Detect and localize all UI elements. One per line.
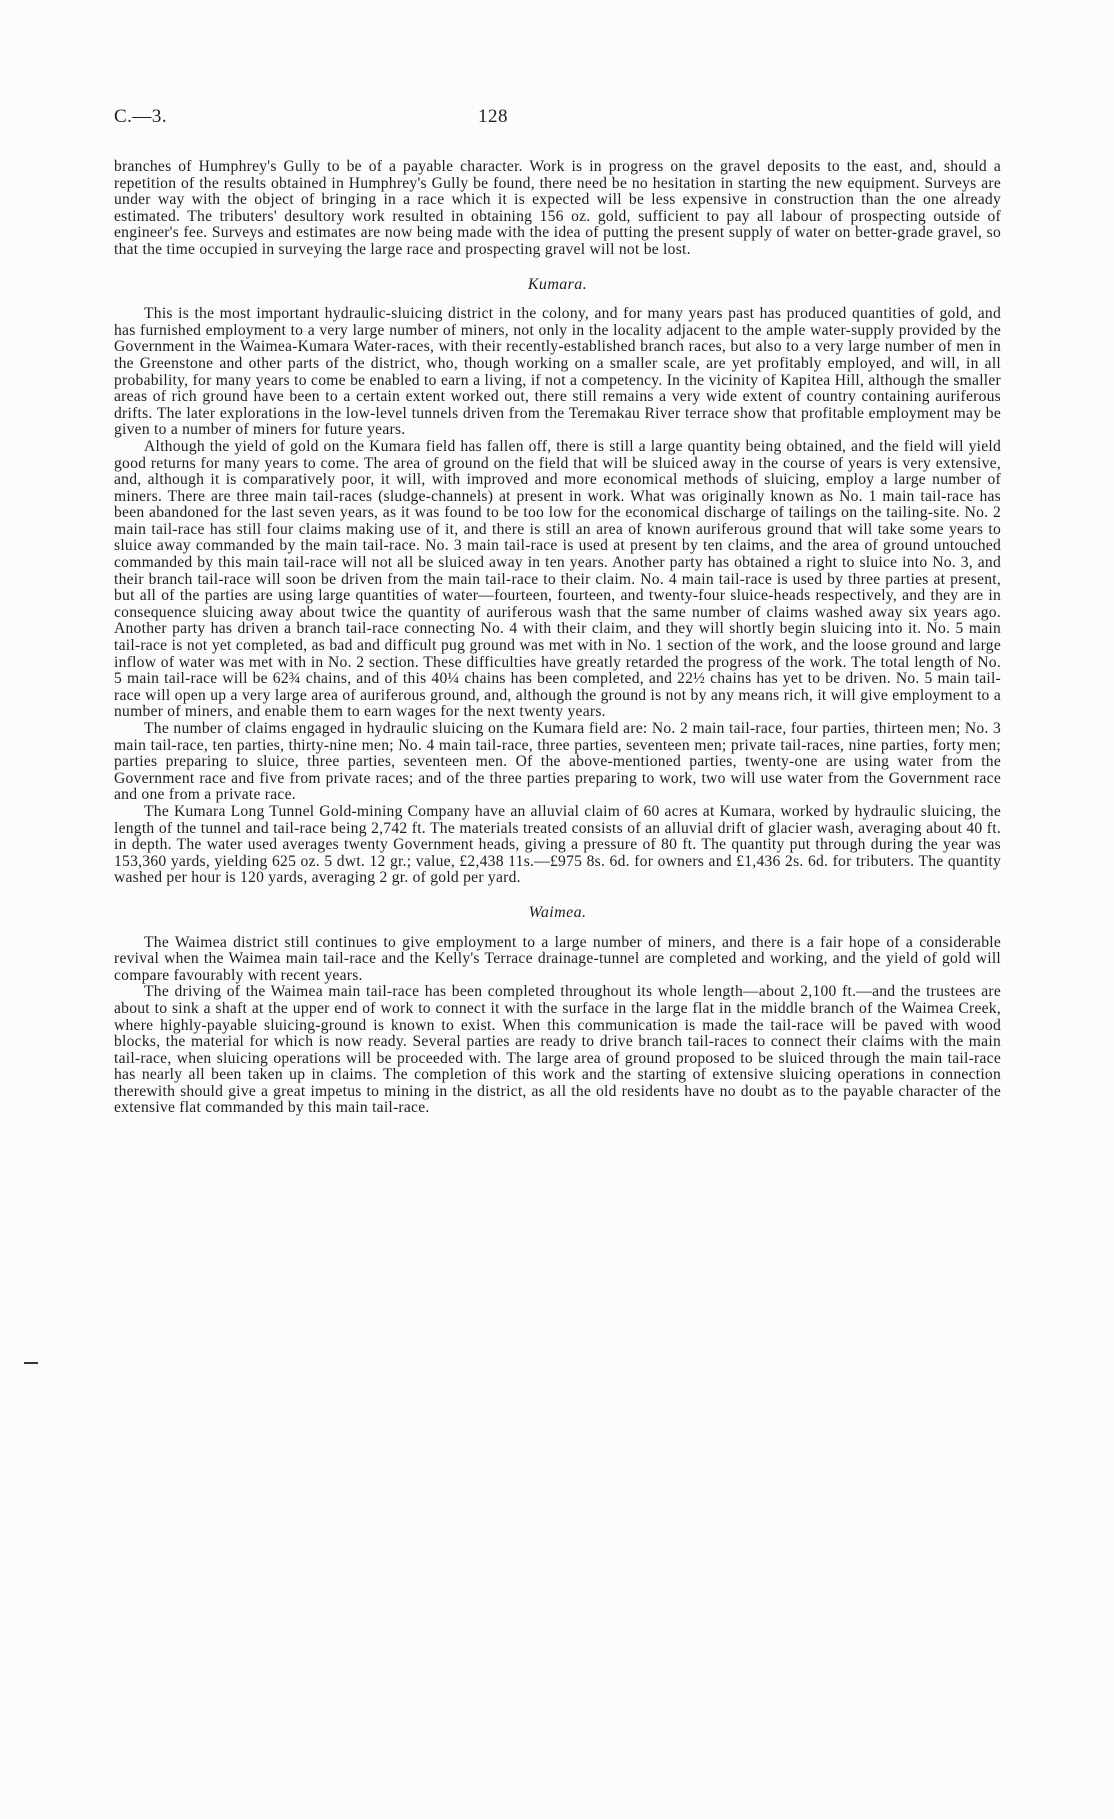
waimea-paragraph-1: The Waimea district still continues to give employment to a large number of miners, and there is a fair hope of a considerable revival when the Waimea main tail-race and the Kelly's Terrace drainage-tunnel are completed and working, and the yield of gold will compare favourably with recent years. bbox=[114, 933, 1001, 984]
section-heading-kumara: Kumara. bbox=[527, 275, 588, 293]
kumara-paragraph-4: The Kumara Long Tunnel Gold-mining Company have an alluvial claim of 60 acres at Kumara, worked by hydraulic sluicing, the length of the tunnel and tail-race being 2,742 ft. The materials treated consists of an alluvial drift of glacier wash, averaging about 40 ft. in depth. The water used averages twenty Government heads, giving a pressure of 80 ft. The quantity put through during the year was 153,360 yards, yielding 625 oz. 5 dwt. 12 gr.; value, £2,438 11s.—£975 8s. 6d. for owners and £1,436 2s. 6d. for tributers. The quantity washed per hour is 120 yards, averaging 2 gr. of gold per yard. bbox=[114, 802, 1001, 887]
waimea-paragraph-2: The driving of the Waimea main tail-race has been completed throughout its whole length—about 2,100 ft.—and the trustees are about to sink a shaft at the upper end of work to connect it with the surface in the large flat in the middle branch of the Waimea Creek, where highly-payable sluicing-ground is known to exist. When this communication is made the tail-race will be paved with wood blocks, the material for which is now ready. Several parties are ready to drive branch tail-races to connect their claims with the main tail-race, when sluicing operations will be proceeded with. The large area of ground proposed to be sluiced through the main tail-race has nearly all been taken up in claims. The completion of this work and the starting of extensive sluicing operations in connection therewith should give a great impetus to mining in the district, as all the old residents have no doubt as to the payable character of the extensive flat commanded by this main tail-race. bbox=[114, 983, 1001, 1117]
kumara-paragraph-2: Although the yield of gold on the Kumara field has fallen off, there is still a large quantity being obtained, and the field will yield good returns for many years to come. The area of ground on the field that will be sluiced away in the course of years is very extensive, and, although it is comparatively poor, it will, with improved and more economical methods of sluicing, employ a large number of miners. There are three main tail-races (sludge-channels) at present in work. What was originally known as No. 1 main tail-race has been abandoned for the last seven years, as it was found to be too low for the economical discharge of tailings on the tailing-site. No. 2 main tail-race has still four claims making use of it, and there is still an area of known auriferous ground that will take some years to sluice away commanded by the main tail-race. No. 3 main tail-race is used at present by ten claims, and the area of ground untouched commanded by this main tail-race will not all be sluiced away in ten years. Another party has obtained a right to sluice into No. 3, and their branch tail-race will soon be driven from the main tail-race to their claim. No. 4 main tail-race is used by three parties at present, but all of the parties are using large quantities of water—fourteen, fourteen, and twenty-four sluice-heads respectively, and they are in consequence sluicing away about twice the quantity of auriferous wash that the same number of claims washed away six years ago. Another party has driven a branch tail-race connecting No. 4 with their claim, and they will shortly begin sluicing into it. No. 5 main tail-race is not yet completed, as bad and difficult pug ground was met with in No. 1 section of the work, and the loose ground and large inflow of water was met with in No. 2 section. These difficulties have greatly retarded the progress of the work. The total length of No. 5 main tail-race will be 62¾ chains, and of this 40¼ chains has been completed, and 22½ chains has yet to be driven. No. 5 main tail-race will open up a very large area of auriferous ground, and, although the ground is not by any means rich, it will give employment to a number of miners, and enable them to earn wages for the next twenty years. bbox=[114, 437, 1001, 721]
margin-mark bbox=[24, 1362, 38, 1364]
report-code: C.—3. bbox=[114, 106, 168, 127]
kumara-paragraph-1: This is the most important hydraulic-sluicing district in the colony, and for many years past has produced quantities of gold, and has furnished employment to a very large number of miners, not only in the locality adjacent to the ample water-supply provided by the Government in the Waimea-Kumara Water-races, with their recently-established branch races, but also to a very large number of men in the Greenstone and other parts of the district, who, though working on a smaller scale, are yet profitably employed, and will, in all probability, for many years to come be enabled to earn a living, if not a competency. In the vicinity of Kapitea Hill, although the smaller areas of rich ground have been to a certain extent worked out, there still remains a very wide extent of country containing auriferous drifts. The later explorations in the low-level tunnels driven from the Teremakau River terrace show that profitable employment may be given to a number of miners for future years. bbox=[114, 305, 1001, 439]
kumara-paragraph-3: The number of claims engaged in hydraulic sluicing on the Kumara field are: No. 2 main tail-race, four parties, thirteen men; No. 3 main tail-race, ten parties, thirty-nine men; No. 4 main tail-race, three parties, seventeen men; private tail-races, nine parties, forty men; parties preparing to sluice, three parties, seventeen men. Of the above-mentioned parties, twenty-one are using water from the Government race and five from private races; and of the three parties preparing to work, two will use water from the Government race and one from a private race. bbox=[114, 720, 1001, 804]
page-body bbox=[114, 159, 1001, 1117]
section-heading-waimea: Waimea. bbox=[528, 903, 587, 921]
intro-paragraph: branches of Humphrey's Gully to be of a payable character. Work is in progress on the gravel deposits to the east, and, should a repetition of the results obtained in Humphrey's Gully be found, there need be no hesitation in starting the new equipment. Surveys are under way with the object of bringing in a race which it is expected will be less expensive in construction than the one already estimated. The tributers' desultory work resulted in obtaining 156 oz. gold, sufficient to pay all labour of prospecting outside of engineer's fee. Surveys and estimates are now being made with the idea of putting the present supply of water on better-grade gravel, so that the time occupied in surveying the large race and prospecting gravel will not be lost. bbox=[114, 158, 1001, 258]
page-number: 128 bbox=[478, 106, 508, 127]
